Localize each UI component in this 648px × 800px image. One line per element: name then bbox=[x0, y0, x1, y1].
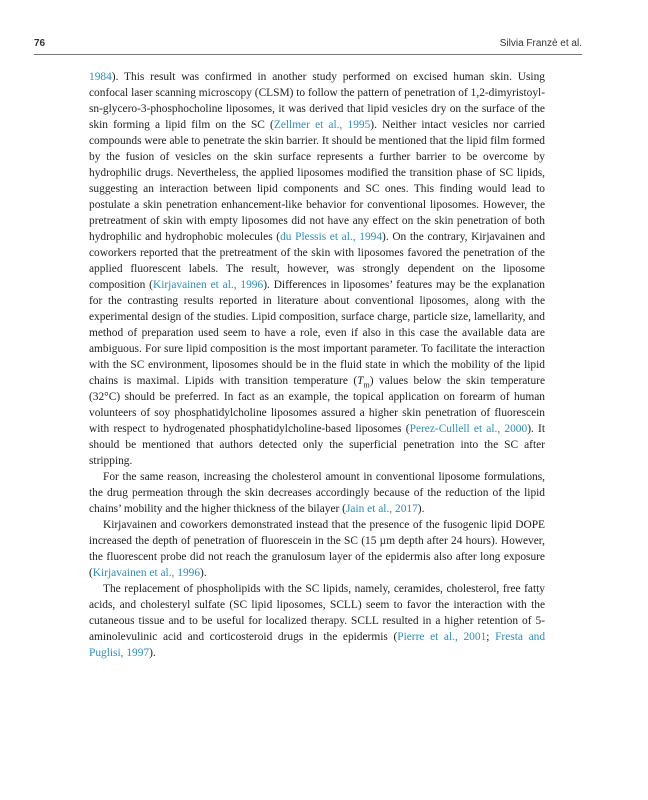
paragraph-3 bbox=[89, 517, 545, 581]
paragraph-2 bbox=[89, 469, 545, 517]
text-run: ). This result was confirmed in another study performed on excised human skin. Using confocal laser scanning microscopy (CLSM) to follow the pattern of penetration of 1,2-dimyristoyl-sn-glycero-3-phosphocholine liposomes, it was derived that lipid vesicles dry on the surface of the skin forming a lipid film on the SC ( bbox=[89, 71, 545, 131]
text-run: For the same reason, increasing the cholesterol amount in conventional liposome formulations, the drug permeation through the skin decreases accordingly because of the reduction of the lipid chains’ mobility and the higher thickness of the bilayer ( bbox=[89, 471, 545, 515]
text-run: ). bbox=[200, 567, 207, 579]
page-header bbox=[34, 38, 582, 54]
text-run: ). It should be mentioned that authors detected only the superficial penetration into the SC after stripping. bbox=[89, 423, 545, 467]
text-run: ). On the contrary, Kirjavainen and coworkers reported that the pretreatment of the skin with liposomes favored the penetration of the applied fluorescent labels. The result, however, was strongly dependent on the liposome composition ( bbox=[89, 231, 546, 291]
running-head: Silvia Franzè et al. bbox=[499, 38, 582, 49]
header-rule bbox=[34, 54, 582, 55]
citation-link[interactable]: du Plessis et al., 1994 bbox=[280, 231, 383, 243]
citation-link[interactable]: 1984 bbox=[89, 71, 112, 83]
text-run: ) values below the skin temperature (32°C) should be preferred. In fact as an example, the topical application on forearm of human volunteers of soy phosphatidylcholine liposomes assured a higher skin penetration of fluorescein with respect to hydrogenated phosphatidylcholine-based liposomes ( bbox=[89, 375, 546, 435]
paragraph-4 bbox=[89, 581, 545, 661]
citation-link[interactable]: Perez-Cullell et al., 2000 bbox=[409, 423, 528, 435]
citation-link[interactable]: Pierre et al., 2001 bbox=[397, 631, 487, 643]
page-number: 76 bbox=[34, 38, 46, 49]
text-run: The replacement of phospholipids with the SC lipids, namely, ceramides, cholesterol, free fatty acids, and cholesteryl sulfate (SC lipid liposomes, SCLL) seem to favor the interaction with the cutaneous tissue and to be useful for localized therapy. SCLL resulted in a higher retention of 5-aminolevulinic acid and corticosteroid drugs in the epidermis ( bbox=[89, 583, 545, 643]
tm-symbol: T bbox=[357, 375, 364, 387]
text-run: ). Neither intact vesicles nor carried compounds were able to penetrate the skin barrier. It should be mentioned that the lipid film formed by the fusion of vesicles on the skin surface represents a further barrier to be overcome by hydrophilic drugs. Nevertheless, the applied liposomes modified the transition phase of SC lipids, suggesting an interaction between lipid components and SC ones. This finding would lead to postulate a skin penetration enhancement-like behavior for conventional liposomes. However, the pretreatment of skin with empty liposomes did not have any effect on the skin penetration of both hydrophilic and hydrophobic molecules ( bbox=[89, 119, 546, 243]
citation-link[interactable]: Fresta and Puglisi, 1997 bbox=[89, 631, 546, 659]
citation-link[interactable]: Kirjavainen et al., 1996 bbox=[92, 567, 201, 579]
text-run: ; bbox=[486, 631, 496, 643]
text-run: Kirjavainen and coworkers demonstrated instead that the presence of the fusogenic lipid DOPE increased the depth of penetration of fluorescein in the SC (15 µm depth after 24 hours). However, the fluorescent probe did not reach the granulosum layer of the epidermis also after long exposure ( bbox=[89, 519, 545, 579]
paragraph-1 bbox=[89, 69, 545, 469]
text-run: ). bbox=[149, 647, 156, 659]
body-text bbox=[89, 69, 545, 661]
text-run: ). bbox=[417, 503, 425, 515]
text-run: ). Differences in liposomes’ features may be the explanation for the contrasting results reported in literature about conventional liposomes, along with the experimental design of the studies. Lipid composition, surface charge, particle size, lamellarity, and method of preparation used seem to have a role, even if also in this case the available data are ambiguous. For sure lipid composition is the most important parameter. To facilitate the interaction with the SC environment, liposomes should be in the fluid state in which the mobility of the lipid chains is maximal. Lipids with transition temperature ( bbox=[89, 279, 545, 387]
citation-link[interactable]: Zellmer et al., 1995 bbox=[273, 119, 371, 131]
citation-link[interactable]: Kirjavainen et al., 1996 bbox=[152, 279, 264, 291]
citation-link[interactable]: Jain et al., 2017 bbox=[345, 503, 418, 515]
tm-subscript: m bbox=[363, 380, 370, 390]
